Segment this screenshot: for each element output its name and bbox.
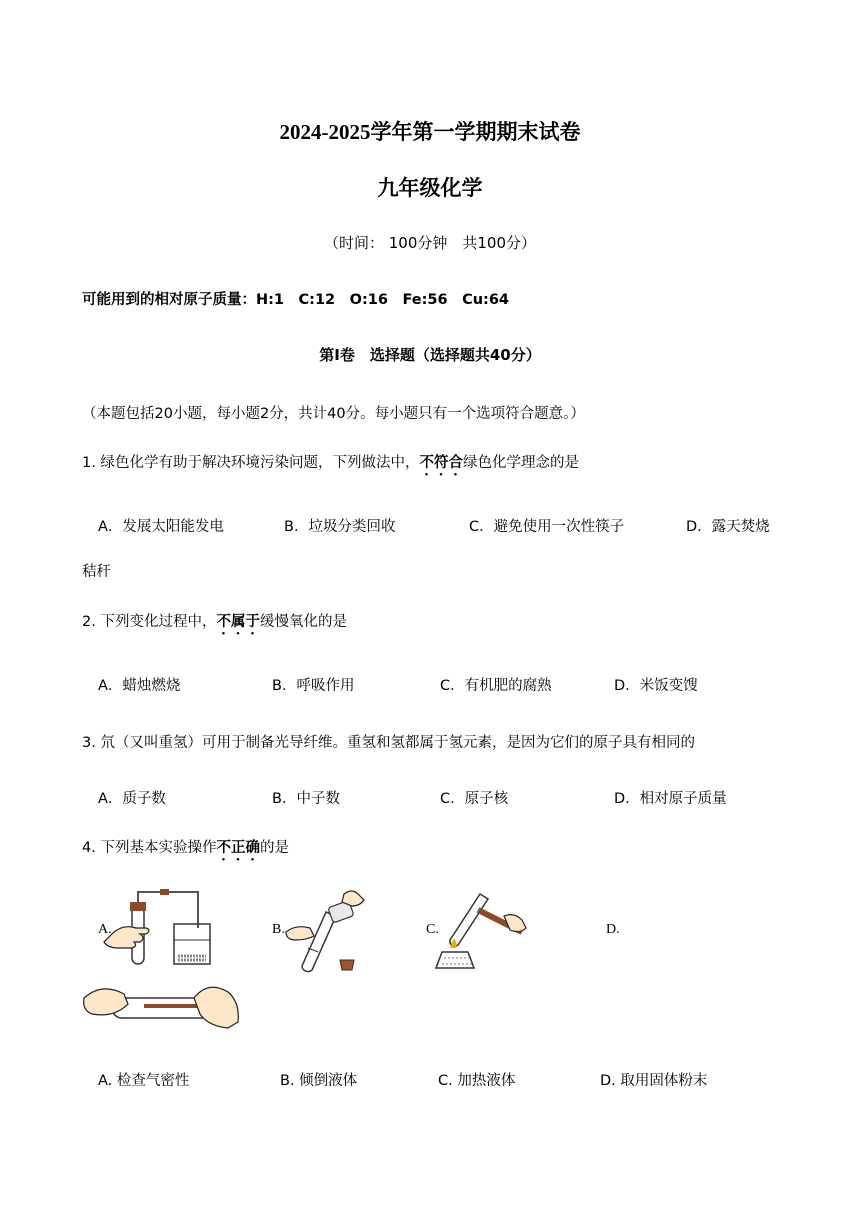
time-note: （时间： 100分钟 共100分） bbox=[323, 234, 537, 252]
question-stem-text: 1. 绿色化学有助于解决环境污染问题，下列做法中， bbox=[82, 455, 420, 471]
pouring-liquid-figure bbox=[282, 886, 372, 976]
question-stem-text: 的是 bbox=[259, 840, 289, 856]
question-3-option-c[interactable]: C．原子核 bbox=[440, 791, 509, 807]
question-4-stem bbox=[82, 836, 289, 864]
section-title: 第Ⅰ卷 选择题（选择题共40分） bbox=[319, 346, 541, 364]
figure-label-c: C. bbox=[426, 922, 439, 937]
question-3-option-a[interactable]: A．质子数 bbox=[98, 791, 166, 807]
exam-title: 2024-2025学年第一学期期末试卷 bbox=[279, 120, 581, 144]
question-stem-text: 绿色化学理念的是 bbox=[462, 455, 579, 471]
question-2-option-c[interactable]: C．有机肥的腐熟 bbox=[440, 678, 552, 694]
question-stem-text: 2. 下列变化过程中， bbox=[82, 614, 217, 630]
question-1-stem bbox=[82, 451, 579, 479]
question-1-option-d-overflow: 秸秆 bbox=[82, 564, 111, 580]
question-stem-text: 4. 下列基本实验操作 bbox=[82, 840, 217, 856]
question-2-option-d[interactable]: D．米饭变馊 bbox=[614, 678, 698, 694]
exam-subtitle: 九年级化学 bbox=[377, 176, 483, 200]
question-3-stem: 3. 氘（又叫重氢）可用于制备光导纤维。重氢和氢都属于氢元素，是因为它们的原子具有相同的 bbox=[82, 735, 695, 751]
question-4-option-a[interactable]: A. 检查气密性 bbox=[98, 1073, 190, 1089]
figure-label-b: B. bbox=[272, 922, 285, 937]
figure-label-d: D. bbox=[606, 922, 620, 937]
question-4-option-b[interactable]: B. 倾倒液体 bbox=[280, 1073, 358, 1089]
airtightness-check-figure bbox=[108, 888, 218, 968]
section-instructions: （本题包括20小题，每小题2分，共计40分。每小题只有一个选项符合题意。） bbox=[82, 406, 585, 422]
question-2-option-b[interactable]: B．呼吸作用 bbox=[272, 678, 355, 694]
question-1-option-d[interactable]: D．露天焚烧 bbox=[686, 519, 770, 535]
question-stem-text: 缓慢氧化的是 bbox=[259, 614, 347, 630]
emphasis-text: 不正确 bbox=[216, 840, 260, 856]
question-4-option-d[interactable]: D. 取用固体粉末 bbox=[600, 1073, 708, 1089]
solid-powder-figure bbox=[82, 978, 242, 1038]
figure-label-a: A. bbox=[98, 922, 112, 937]
question-1-option-a[interactable]: A．发展太阳能发电 bbox=[98, 519, 224, 535]
question-2-stem bbox=[82, 610, 347, 638]
emphasis-text: 不属于 bbox=[216, 614, 260, 630]
question-2-option-a[interactable]: A．蜡烛燃烧 bbox=[98, 678, 181, 694]
question-1-option-c[interactable]: C．避免使用一次性筷子 bbox=[469, 519, 625, 535]
emphasis-text: 不符合 bbox=[419, 455, 463, 471]
question-3-option-b[interactable]: B．中子数 bbox=[272, 791, 340, 807]
question-4-option-c[interactable]: C. 加热液体 bbox=[438, 1073, 516, 1089]
question-1-option-b[interactable]: B．垃圾分类回收 bbox=[284, 519, 396, 535]
question-3-option-d[interactable]: D．相对原子质量 bbox=[614, 791, 727, 807]
atomic-masses: 可能用到的相对原子质量：H:1 C:12 O:16 Fe:56 Cu:64 bbox=[82, 292, 510, 308]
heating-liquid-figure bbox=[436, 888, 536, 972]
